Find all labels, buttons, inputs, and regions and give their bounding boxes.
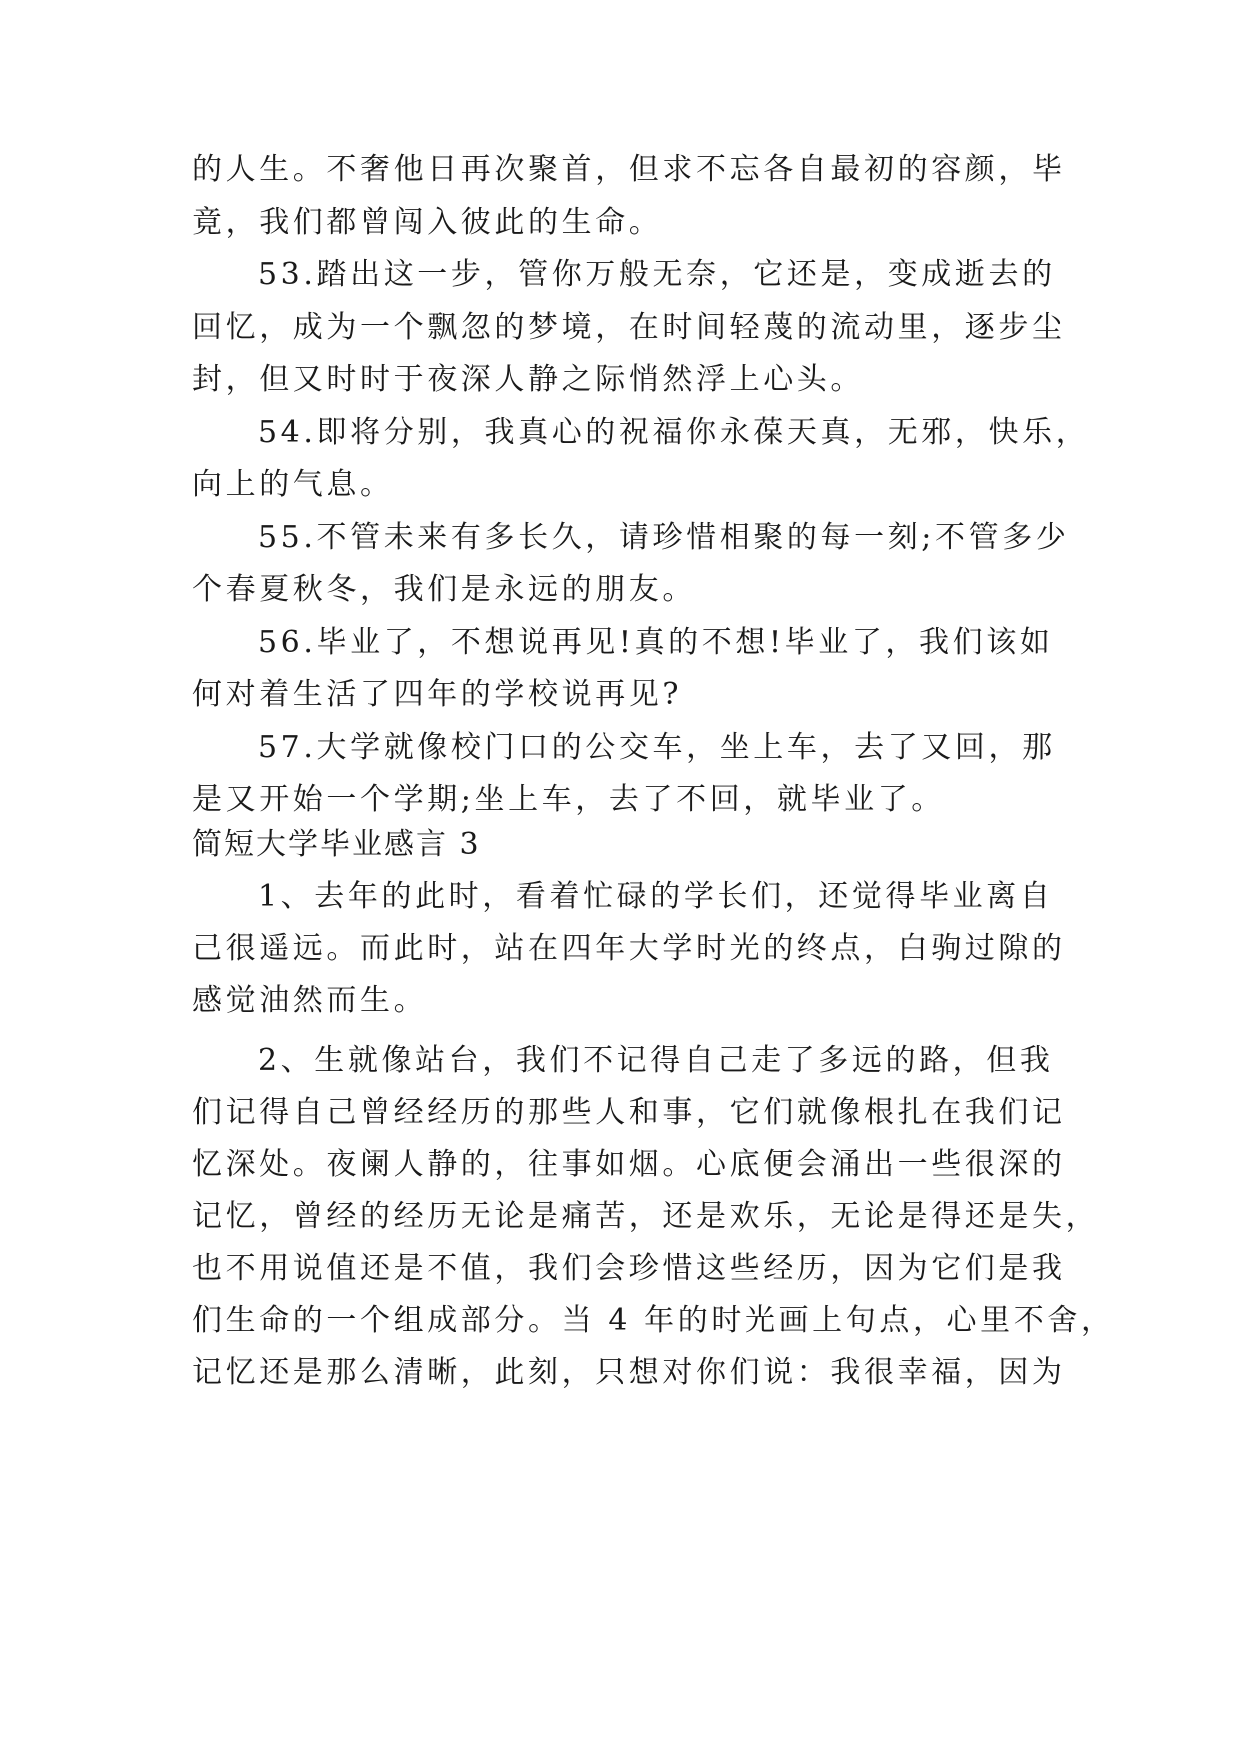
item-55-line: 55.不管未来有多长久，请珍惜相聚的每一刻;不管多少 (258, 520, 1070, 555)
text-line: 的人生。不奢他日再次聚首，但求不忘各自最初的容颜，毕 (192, 152, 1066, 187)
text-line: 感觉油然而生。 (192, 983, 428, 1018)
section-heading: 简短大学毕业感言 3 (192, 827, 481, 862)
item-2-line: 2、生就像站台，我们不记得自己走了多远的路，但我 (258, 1043, 1054, 1078)
text-line: 们记得自己曾经经历的那些人和事，它们就像根扎在我们记 (192, 1095, 1066, 1130)
text-line: 封，但又时时于夜深人静之际悄然浮上心头。 (192, 362, 864, 397)
item-53-line: 53.踏出这一步，管你万般无奈，它还是，变成逝去的 (258, 257, 1056, 292)
text-line: 向上的气息。 (192, 467, 394, 502)
item-1-line: 1、去年的此时，看着忙碌的学长们，还觉得毕业离自 (258, 879, 1054, 914)
text-line: 忆深处。夜阑人静的，往事如烟。心底便会涌出一些很深的 (192, 1147, 1066, 1182)
text-line: 也不用说值还是不值，我们会珍惜这些经历，因为它们是我 (192, 1251, 1066, 1286)
text-line: 竟，我们都曾闯入彼此的生命。 (192, 205, 663, 240)
text-line: 记忆还是那么清晰，此刻，只想对你们说：我很幸福，因为 (192, 1355, 1066, 1390)
text-line: 己很遥远。而此时，站在四年大学时光的终点，白驹过隙的 (192, 931, 1066, 966)
text-line: 何对着生活了四年的学校说再见? (192, 677, 683, 712)
text-line: 们生命的一个组成部分。当 4 年的时光画上句点，心里不舍， (192, 1303, 1115, 1338)
text-line: 个春夏秋冬，我们是永远的朋友。 (192, 572, 696, 607)
text-line: 是又开始一个学期;坐上车，去了不回，就毕业了。 (192, 782, 945, 817)
text-line: 记忆，曾经的经历无论是痛苦，还是欢乐，无论是得还是失， (192, 1199, 1100, 1234)
text-line: 回忆，成为一个飘忽的梦境，在时间轻蔑的流动里，逐步尘 (192, 310, 1066, 345)
item-54-line: 54.即将分别，我真心的祝福你永葆天真，无邪，快乐， (258, 415, 1090, 450)
item-56-line: 56.毕业了，不想说再见!真的不想!毕业了，我们该如 (258, 625, 1054, 660)
item-57-line: 57.大学就像校门口的公交车，坐上车，去了又回，那 (258, 730, 1056, 765)
